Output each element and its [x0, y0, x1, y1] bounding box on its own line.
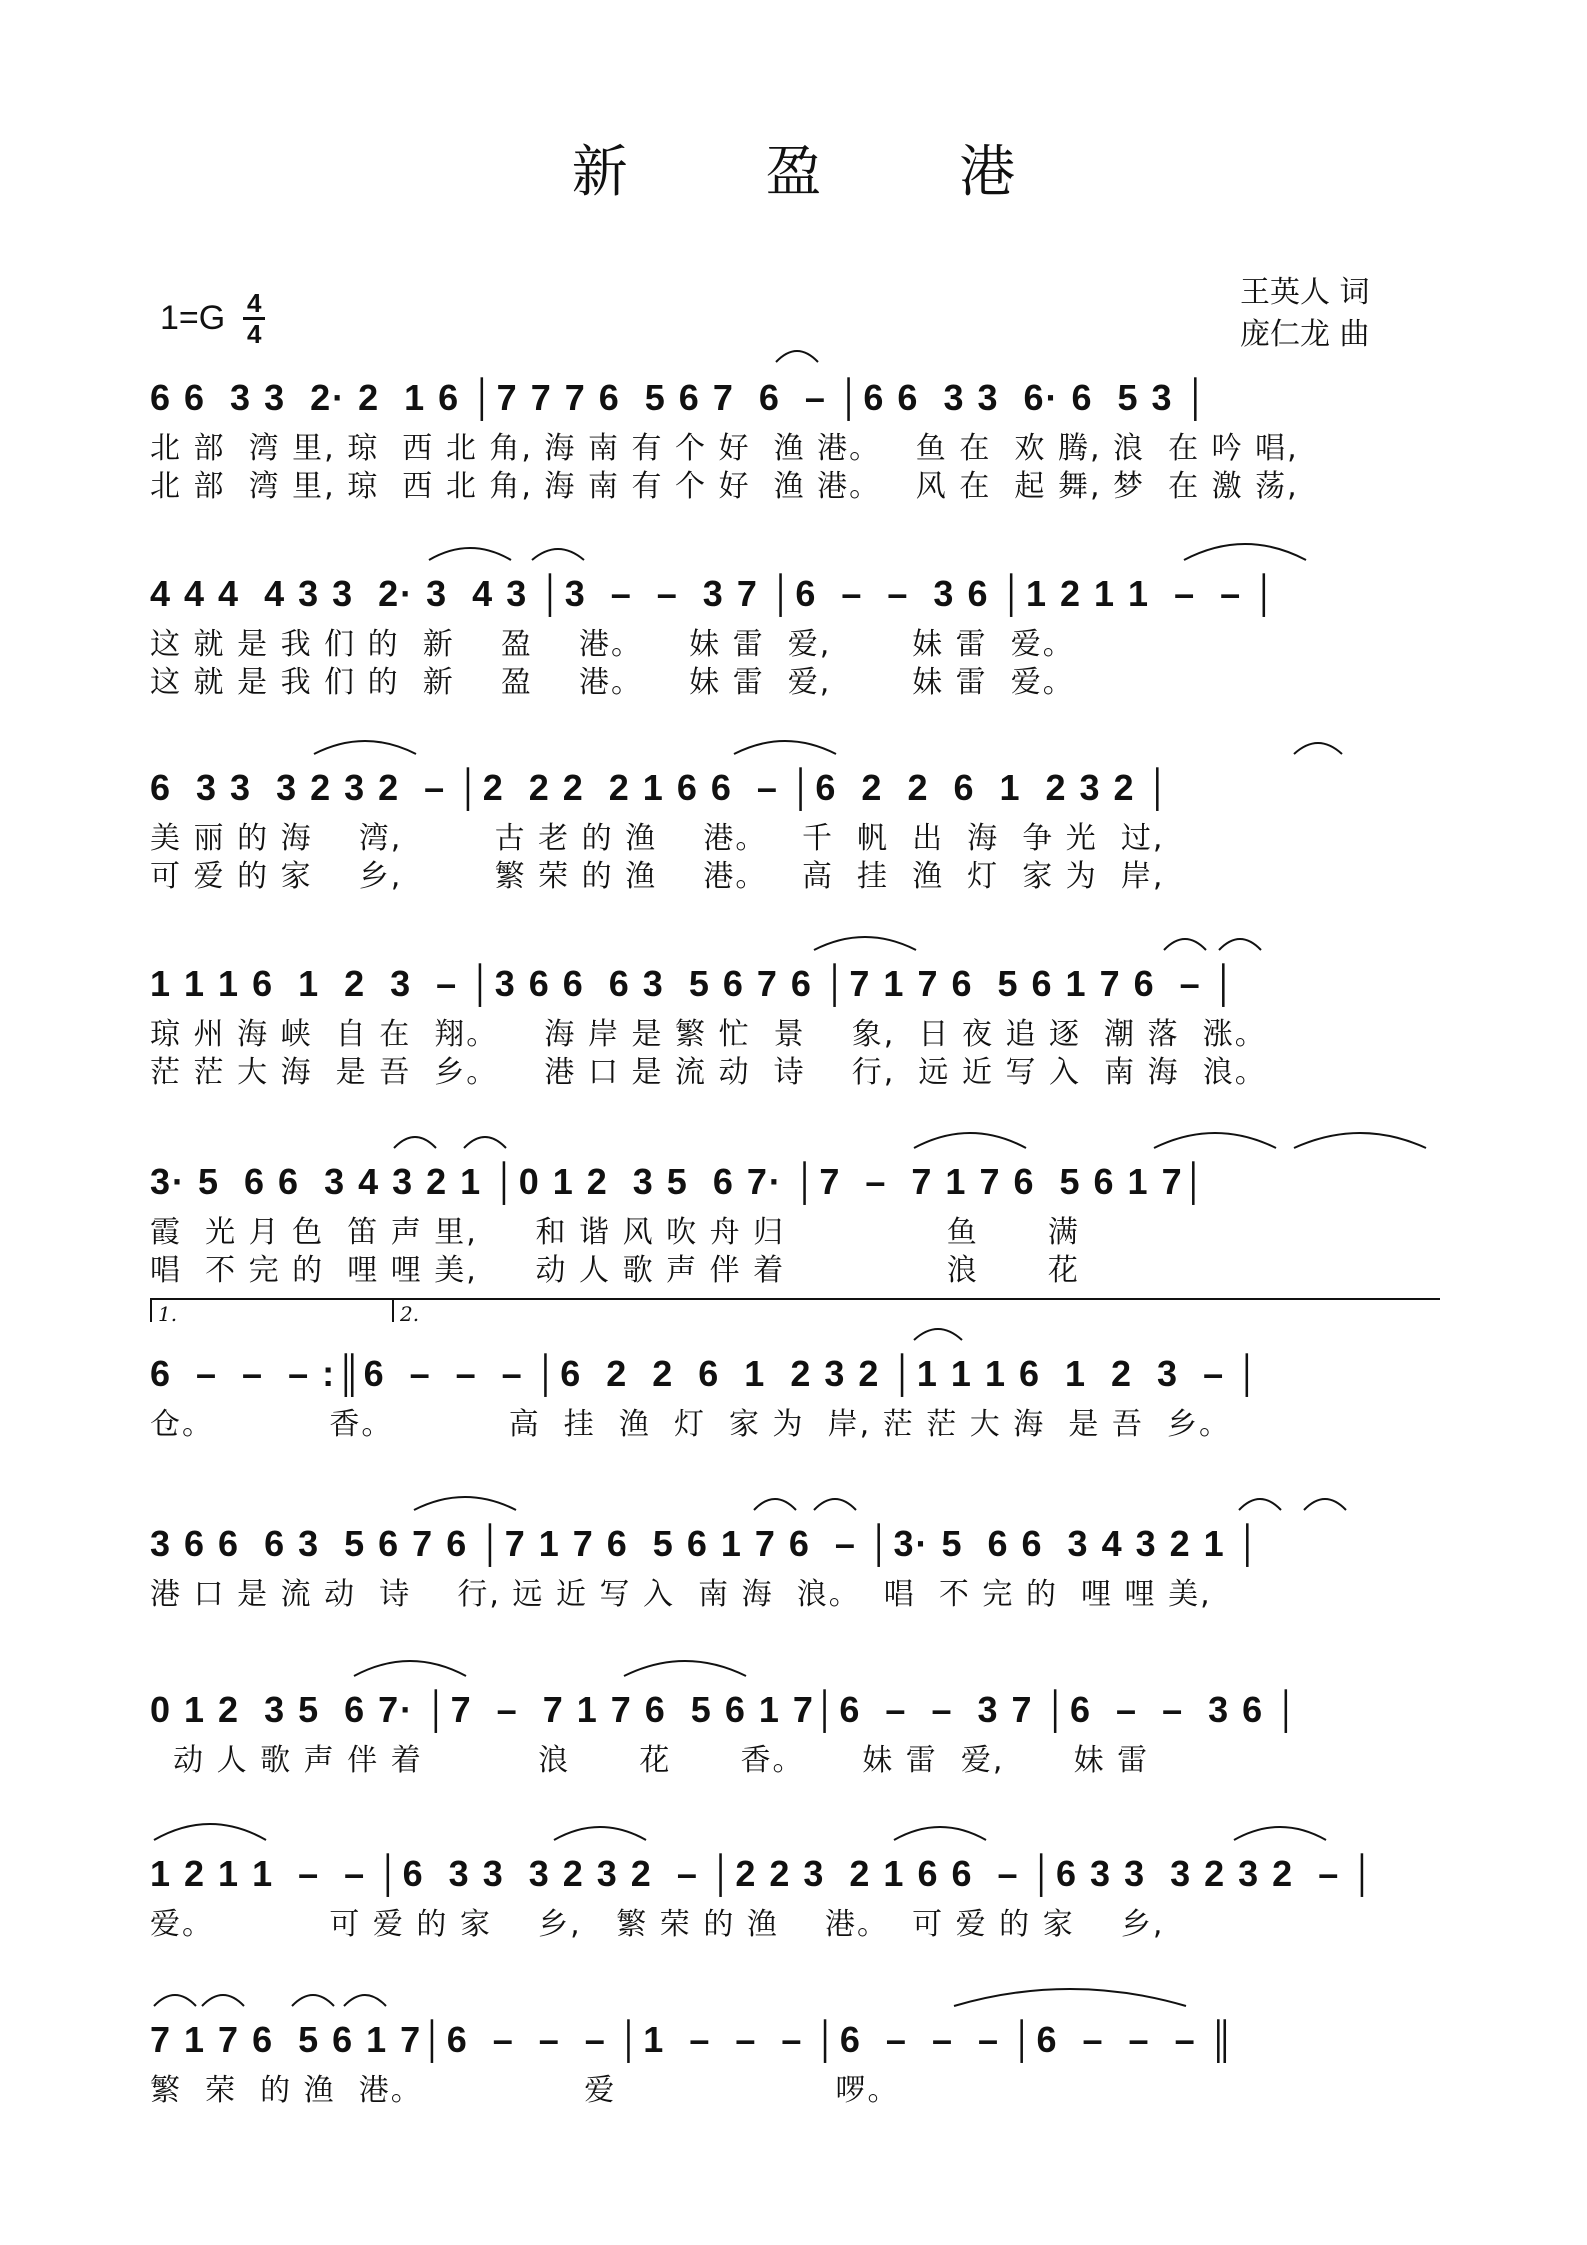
lyric-line-6-verse-1: 仓。 香。 高 挂 渔 灯 家 为 岸, 茫 茫 大 海 是 吾 乡。 — [150, 1407, 1231, 1442]
slur — [1150, 1124, 1280, 1152]
slur — [1300, 1490, 1350, 1514]
slur — [1230, 1818, 1330, 1844]
key-label: 1=G — [160, 299, 226, 337]
lyric-line-9-verse-1: 爱。 可 爱 的 家 乡, 繁 荣 的 渔 港。 可 爱 的 家 乡, — [150, 1907, 1165, 1942]
slur — [410, 1488, 520, 1514]
slur — [950, 1980, 1190, 2010]
lyricist-credit: 王英人 词 — [1240, 275, 1370, 310]
lyric-line-5-verse-1: 霞 光 月 色 笛 声 里, 和 谐 风 吹 舟 归 鱼 满 — [150, 1215, 1080, 1250]
slur — [1215, 930, 1265, 954]
key-signature — [160, 290, 265, 347]
slur — [910, 1124, 1030, 1152]
slur — [1290, 1124, 1430, 1152]
slur — [150, 1986, 200, 2010]
notes-line-9: 1 2 1 1 – – │6 3 3 3 2 3 2 – │2 2 3 2 1 6 6 – │6 3 3 3 2 3 2 – │ — [150, 1853, 1377, 1894]
lyric-line-2-verse-2: 这 就 是 我 们 的 新 盈 港。 妹 雷 爱, 妹 雷 爱。 — [150, 665, 1075, 700]
slur — [550, 1818, 650, 1844]
time-signature — [243, 290, 265, 347]
notes-line-4: 1 1 1 6 1 2 3 – │3 6 6 6 3 5 6 7 6 │7 1 7 6 5 6 1 7 6 – │ — [150, 963, 1239, 1004]
slur — [340, 1986, 390, 2010]
notes-line-5: 3· 5 6 6 3 4 3 2 1 │0 1 2 3 5 6 7· │7 – 7 1 7 6 5 6 1 7│ — [150, 1161, 1209, 1202]
lyric-line-1-verse-2: 北 部 湾 里, 琼 西 北 角, 海 南 有 个 好 渔 港。 风 在 起 舞, 梦 在 激 荡, — [150, 469, 1299, 504]
credits — [1240, 272, 1370, 356]
page-title: 新 盈 港 — [571, 140, 1076, 205]
lyric-line-8-verse-1: 动 人 歌 声 伴 着 浪 花 香。 妹 雷 爱, 妹 雷 — [150, 1743, 1150, 1778]
notes-line-2: 4 4 4 4 3 3 2· 3 4 3 │3 – – 3 7 │6 – – 3 6 │1 2 1 1 – – │ — [150, 573, 1279, 614]
lyric-line-1-verse-1: 北 部 湾 里, 琼 西 北 角, 海 南 有 个 好 渔 港。 鱼 在 欢 腾, 浪 在 吟 唱, — [150, 431, 1299, 466]
slur — [198, 1986, 248, 2010]
slur — [750, 1490, 800, 1514]
slur — [1160, 930, 1210, 954]
time-signature-bottom: 4 — [246, 319, 262, 349]
slur — [910, 1320, 966, 1344]
slur — [730, 732, 840, 758]
lyric-line-2-verse-1: 这 就 是 我 们 的 新 盈 港。 妹 雷 爱, 妹 雷 爱。 — [150, 627, 1075, 662]
lyric-line-7-verse-1: 港 口 是 流 动 诗 行, 远 近 写 入 南 海 浪。 唱 不 完 的 哩 哩 美, — [150, 1577, 1212, 1612]
composer-credit: 庞仁龙 曲 — [1240, 317, 1370, 352]
slur — [288, 1986, 338, 2010]
lyric-line-3-verse-2: 可 爱 的 家 乡, 繁 荣 的 渔 港。 高 挂 渔 灯 家 为 岸, — [150, 859, 1165, 894]
slur — [390, 1128, 440, 1152]
notes-line-7: 3 6 6 6 3 5 6 7 6 │7 1 7 6 5 6 1 7 6 – │3· 5 6 6 3 4 3 2 1 │ — [150, 1523, 1263, 1564]
slur — [1180, 534, 1310, 564]
notes-line-6: 6 – – – :║6 – – – │6 2 2 6 1 2 3 2 │1 1 1 6 1 2 3 – │ — [150, 1353, 1262, 1394]
slur — [620, 1652, 750, 1680]
slur — [310, 732, 420, 758]
slur — [810, 928, 920, 954]
slur — [350, 1652, 470, 1680]
slur — [810, 1490, 860, 1514]
slur — [1290, 734, 1346, 758]
notes-line-1: 6 6 3 3 2· 2 1 6 │7 7 7 6 5 6 7 6 – │6 6 3 3 6· 6 5 3 │ — [150, 377, 1211, 418]
notes-line-3: 6 3 3 3 2 3 2 – │2 2 2 2 1 6 6 – │6 2 2 6 1 2 3 2 │ — [150, 767, 1173, 808]
volta-first-label: 1. — [158, 1302, 178, 1326]
slur — [772, 342, 822, 366]
lyric-line-10-verse-1: 繁 荣 的 渔 港。 爱 啰。 — [150, 2073, 900, 2108]
lyric-line-4-verse-1: 琼 州 海 峡 自 在 翔。 海 岸 是 繁 忙 景 象, 日 夜 追 逐 潮 落 涨。 — [150, 1017, 1267, 1052]
slur — [150, 1814, 270, 1844]
volta-second-label: 2. — [400, 1302, 420, 1326]
lyric-line-3-verse-1: 美 丽 的 海 湾, 古 老 的 渔 港。 千 帆 出 海 争 光 过, — [150, 821, 1165, 856]
time-signature-top: 4 — [246, 288, 262, 318]
slur — [890, 1818, 990, 1844]
notes-line-8: 0 1 2 3 5 6 7· │7 – 7 1 7 6 5 6 1 7│6 – – 3 7 │6 – – 3 6 │ — [150, 1689, 1301, 1730]
slur — [460, 1128, 510, 1152]
lyric-line-4-verse-2: 茫 茫 大 海 是 吾 乡。 港 口 是 流 动 诗 行, 远 近 写 入 南 海 浪。 — [150, 1055, 1267, 1090]
volta-bracket — [150, 1298, 1440, 1324]
notes-line-10: 7 1 7 6 5 6 1 7│6 – – – │1 – – – │6 – – – │6 – – – ║ — [150, 2019, 1237, 2060]
slur — [528, 540, 588, 564]
lyric-line-5-verse-2: 唱 不 完 的 哩 哩 美, 动 人 歌 声 伴 着 浪 花 — [150, 1253, 1080, 1288]
slur — [1235, 1490, 1285, 1514]
slur — [425, 540, 515, 564]
